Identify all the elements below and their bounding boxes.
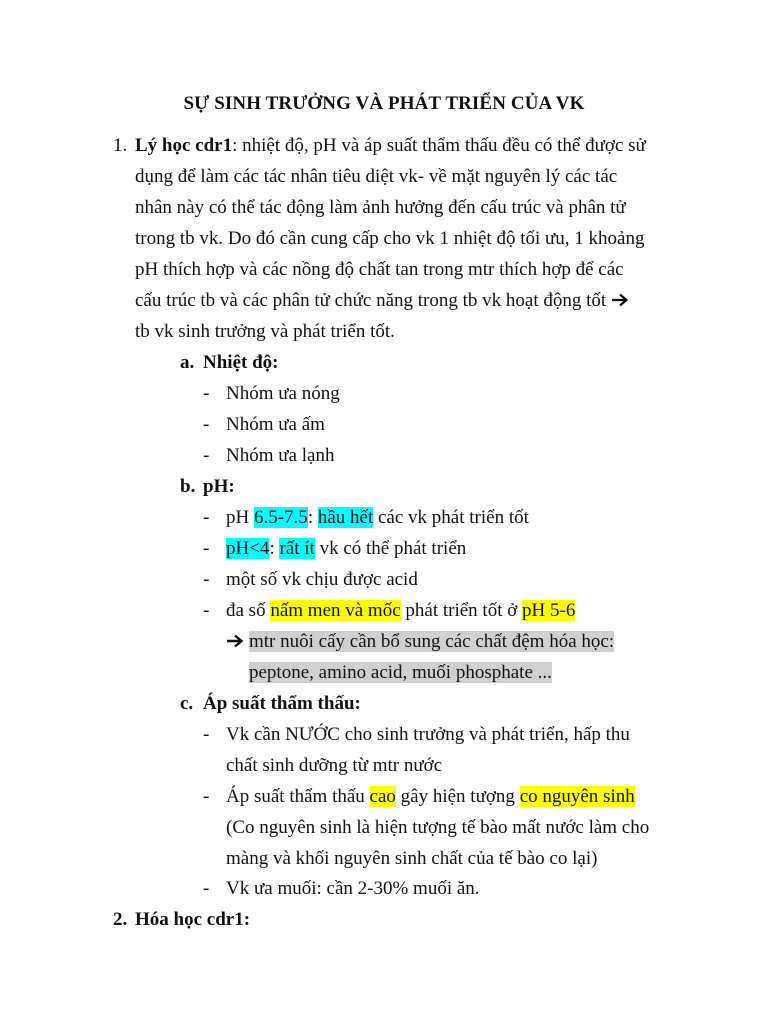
list-dash: - — [203, 600, 210, 621]
list-item: Vk ưa muối: cần 2-30% muối ăn. — [226, 878, 480, 899]
highlight-yellow: nấm men và mốc — [270, 600, 401, 621]
section-1-line-6 — [135, 289, 629, 313]
section-1-line-4: trong tb vk. Do đó cần cung cấp cho vk 1 nhiệt độ tối ưu, 1 khoảng — [135, 228, 645, 249]
text-run: : — [269, 538, 280, 559]
text-run: phát triển tốt ở — [400, 600, 523, 621]
section-1-line-3: nhân này có thể tác động làm ảnh hưởng đến cấu trúc và phân tử — [135, 197, 626, 218]
text-run: các vk phát triển tốt — [373, 507, 529, 528]
subsection-a-letter: a. — [180, 352, 195, 373]
list-dash: - — [203, 445, 210, 466]
list-item: Vk cần NƯỚC cho sinh trưởng và phát triển, hấp thu — [226, 724, 630, 745]
text-run: vk có thể phát triển — [314, 538, 467, 559]
list-dash: - — [203, 383, 210, 404]
highlight-gray: peptone, amino acid, muối phosphate ... — [249, 662, 552, 683]
highlight-yellow: co nguyên sinh — [519, 786, 635, 807]
text-run: gây hiện tượng — [395, 786, 520, 807]
list-item: Nhóm ưa nóng — [226, 383, 340, 404]
subsection-b-letter: b. — [180, 476, 196, 497]
list-item: Nhóm ưa lạnh — [226, 445, 335, 466]
section-1-text-1: : nhiệt độ, pH và áp suất thẩm thấu đều có thể được sử — [232, 135, 646, 156]
list-dash: - — [203, 414, 210, 435]
section-2-heading: Hóa học cdr1: — [135, 909, 251, 930]
highlight-cyan: pH<4 — [226, 538, 270, 559]
section-1-line-2: dụng để làm các tác nhân tiêu diệt vk- về mặt nguyên lý các tác — [135, 166, 618, 187]
list-item — [226, 537, 466, 561]
list-dash: - — [203, 878, 210, 899]
highlight-cyan: 6.5-7.5 — [253, 507, 308, 528]
subsection-b-heading: pH: — [203, 476, 235, 497]
text-run: Áp suất thẩm thấu — [226, 786, 370, 807]
sub-note-line-1 — [249, 630, 614, 654]
highlight-yellow: pH 5-6 — [522, 600, 576, 621]
section-2-number: 2. — [113, 909, 128, 930]
highlight-cyan: rất ít — [279, 538, 315, 559]
list-dash: - — [203, 786, 210, 807]
section-1-number: 1. — [113, 135, 128, 156]
list-item-continuation: (Co nguyên sinh là hiện tượng tế bào mất nước làm cho — [226, 817, 650, 838]
right-arrow-icon — [226, 634, 244, 648]
highlight-cyan: hầu hết — [317, 507, 374, 528]
list-item: Nhóm ưa ấm — [226, 414, 325, 435]
section-1-line-1 — [135, 134, 646, 158]
list-dash: - — [203, 724, 210, 745]
section-1-line-7: tb vk sinh trưởng và phát triển tốt. — [135, 321, 395, 342]
subsection-c-letter: c. — [180, 693, 194, 714]
text-run: pH — [226, 507, 254, 528]
text-run: đa số — [226, 600, 271, 621]
section-1-line-5: pH thích hợp và các nồng độ chất tan trong mtr thích hợp để các — [135, 259, 624, 280]
list-item — [226, 785, 635, 809]
list-item — [226, 599, 575, 623]
list-item — [226, 506, 529, 530]
section-1-heading: Lý học cdr1 — [135, 135, 233, 156]
list-item-continuation: chất sinh dưỡng từ mtr nước — [226, 755, 443, 776]
highlight-gray: mtr nuôi cấy cần bổ sung các chất đệm hóa học: — [249, 631, 615, 652]
subsection-a-heading: Nhiệt độ: — [203, 352, 279, 373]
page-title: SỰ SINH TRƯỞNG VÀ PHÁT TRIỂN CỦA VK — [183, 93, 585, 114]
subsection-c-heading: Áp suất thẩm thấu: — [203, 693, 361, 714]
list-item: một số vk chịu được acid — [226, 569, 418, 590]
right-arrow-icon — [611, 293, 629, 307]
list-dash: - — [203, 569, 210, 590]
sub-note-line-2 — [249, 661, 552, 685]
list-dash: - — [203, 538, 210, 559]
highlight-yellow: cao — [369, 786, 396, 807]
section-1-text-6: cấu trúc tb và các phân tử chức năng trong tb vk hoạt động tốt — [135, 290, 607, 311]
list-dash: - — [203, 507, 210, 528]
text-run: : — [307, 507, 318, 528]
list-item-continuation: màng và khối nguyên sinh chất của tế bào co lại) — [226, 848, 598, 869]
